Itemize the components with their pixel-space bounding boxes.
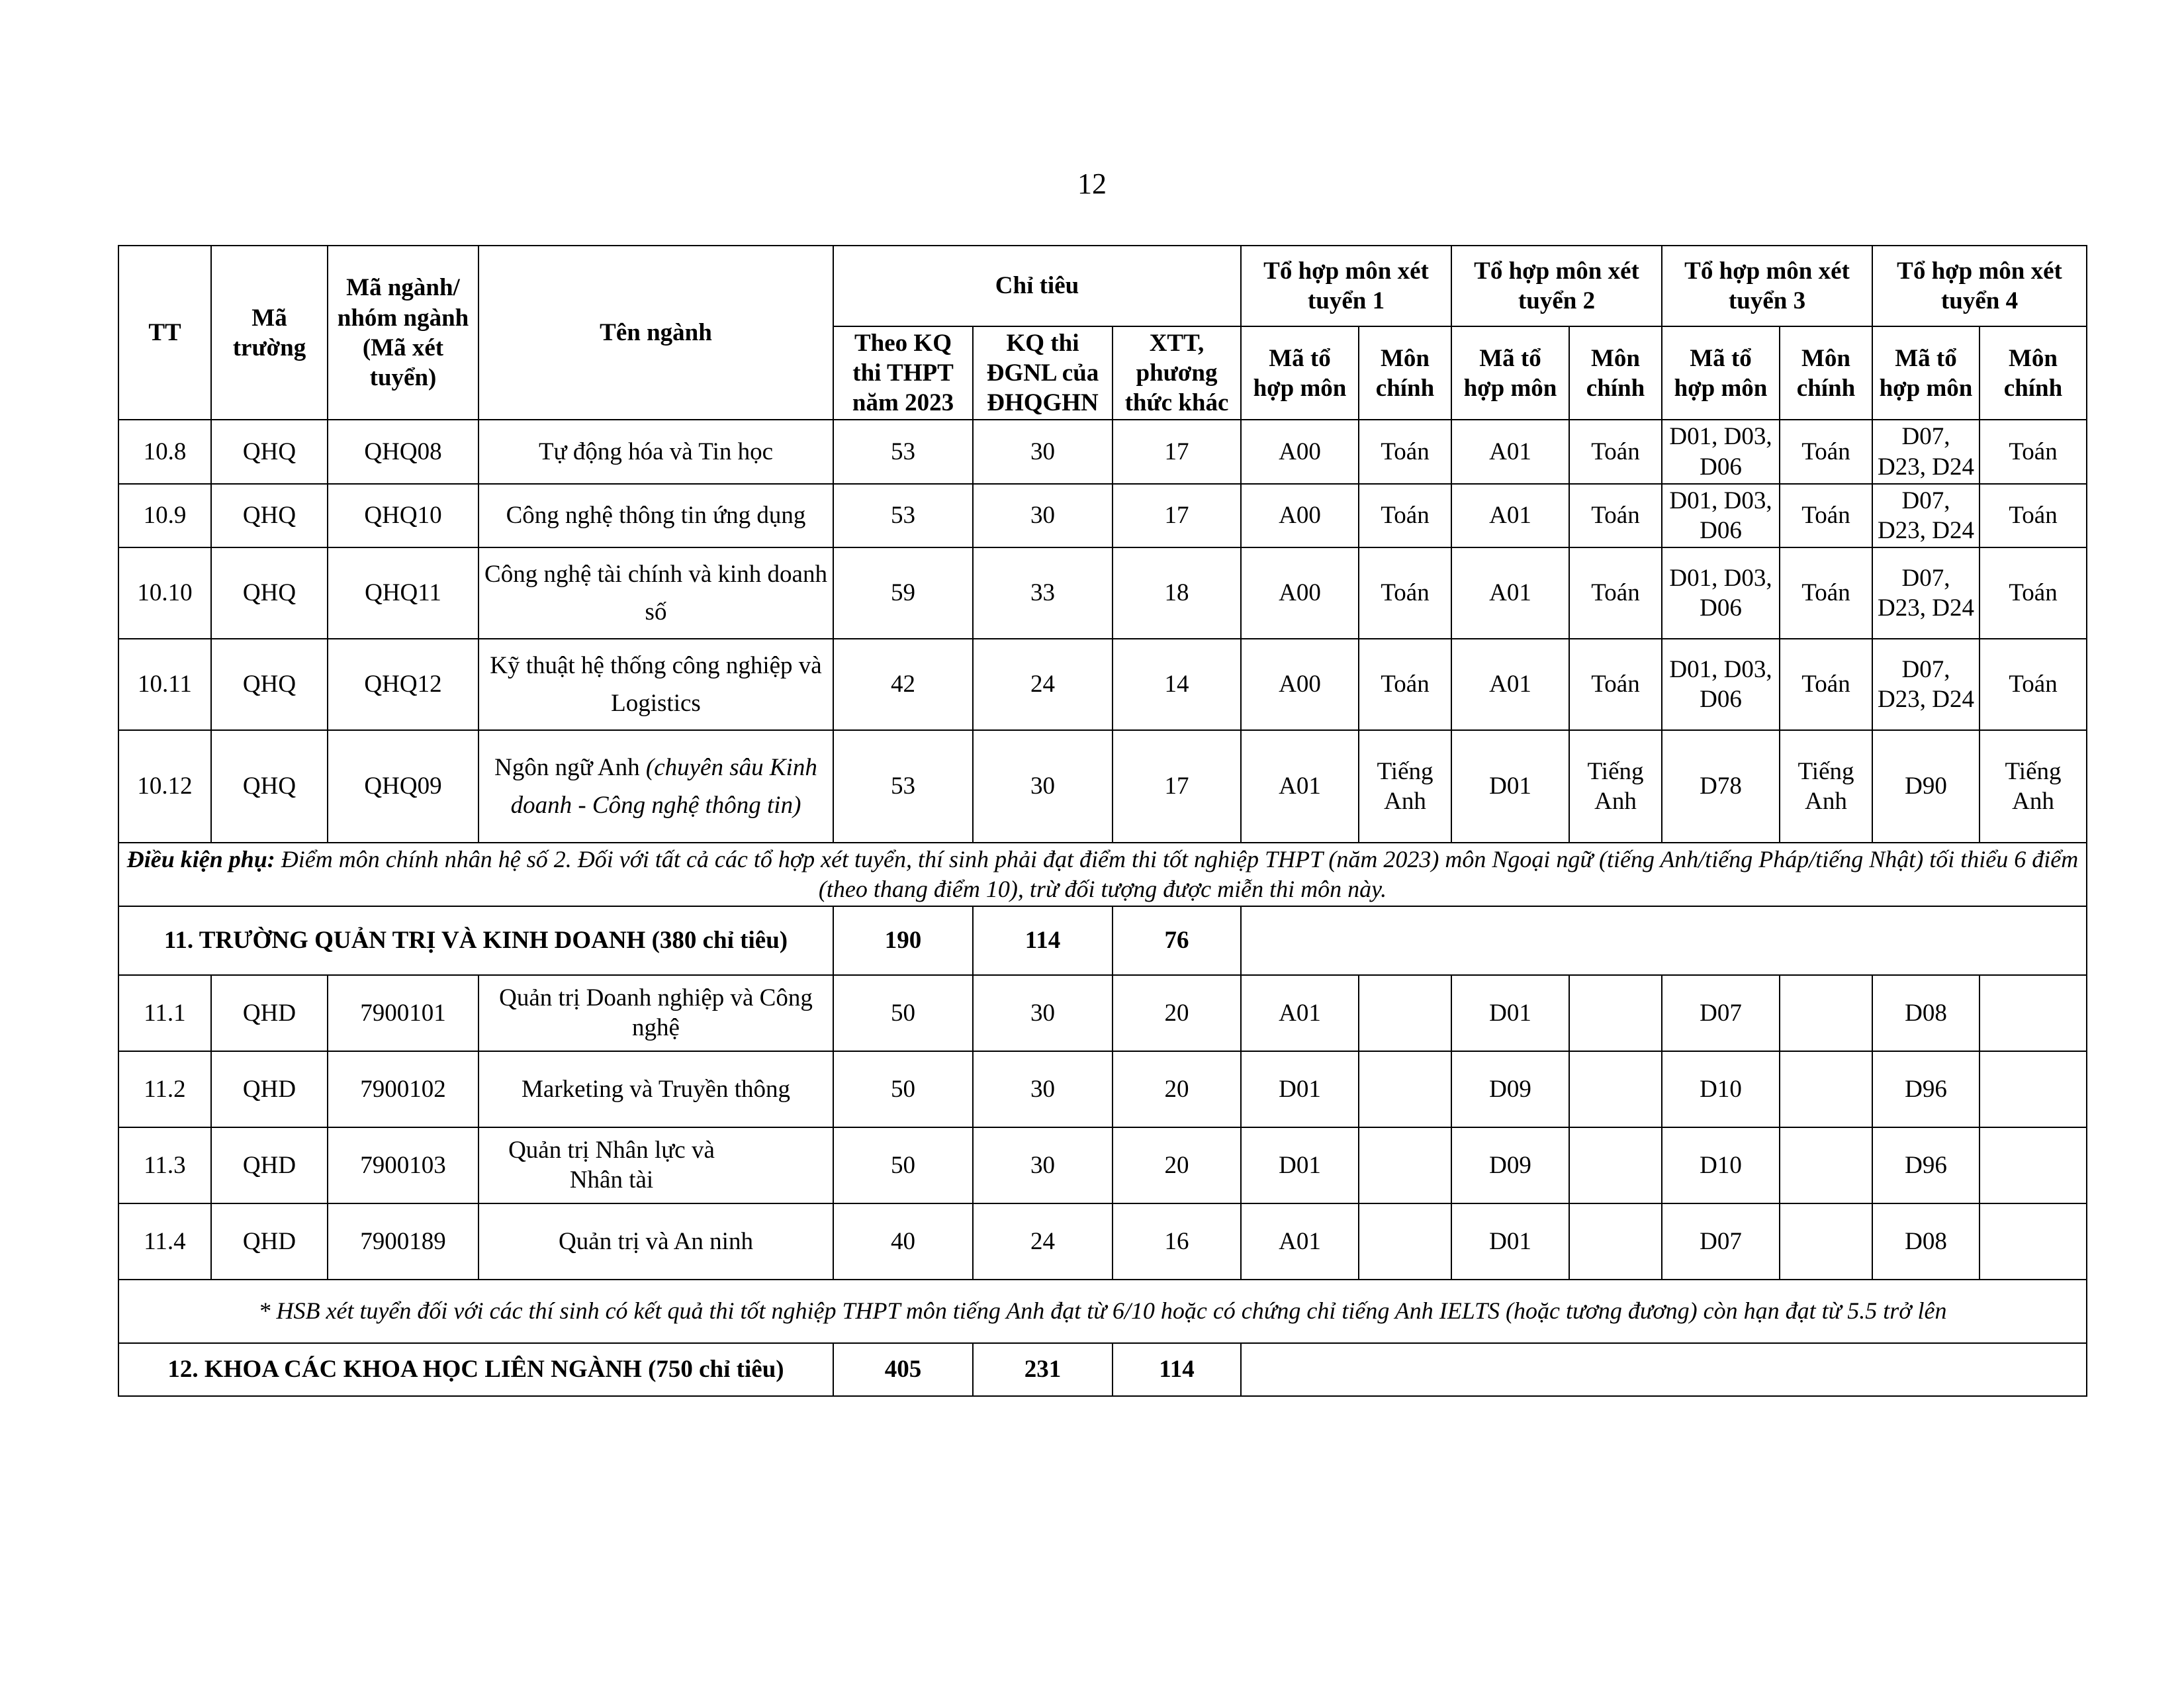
cell-tt: 11.3: [118, 1127, 211, 1203]
cell-to-hop-3: D78: [1662, 730, 1780, 843]
table-row: [118, 730, 2087, 843]
table-row: [118, 547, 2087, 639]
cell-tt: 10.10: [118, 547, 211, 639]
cell-to-hop-4: D08: [1872, 1203, 1979, 1280]
cell-ma-truong: QHQ: [211, 639, 328, 730]
cell-mon-chinh-2: Toán: [1569, 547, 1662, 639]
cell-mon-chinh-4: [1979, 1127, 2087, 1203]
header-chi-tieu: Chỉ tiêu: [833, 246, 1241, 326]
header-ma-to-hop: Mã tổ hợp môn: [1241, 326, 1359, 420]
table-row: [118, 484, 2087, 547]
cell-mon-chinh-4: [1979, 1203, 2087, 1280]
header-mon-chinh: Môn chính: [1780, 326, 1872, 420]
section-row: [118, 906, 2087, 975]
cell-mon-chinh-4: [1979, 975, 2087, 1051]
cell-thpt: 50: [833, 1051, 973, 1127]
cell-xtt: 14: [1113, 639, 1241, 730]
cell-tt: 11.4: [118, 1203, 211, 1280]
cell-ma-nganh: QHQ10: [328, 484, 478, 547]
header-mon-chinh: Môn chính: [1569, 326, 1662, 420]
table-row: [118, 420, 2087, 483]
note-label: Điều kiện phụ:: [126, 845, 275, 872]
cell-mon-chinh-3: Tiếng Anh: [1780, 730, 1872, 843]
section-11-thpt: 190: [833, 906, 973, 975]
header-to-hop-3: Tổ hợp môn xét tuyển 3: [1662, 246, 1872, 326]
cell-to-hop-1: A01: [1241, 730, 1359, 843]
cell-ten-nganh: Marketing và Truyền thông: [478, 1051, 833, 1127]
cell-thpt: 40: [833, 1203, 973, 1280]
cell-mon-chinh-4: Toán: [1979, 547, 2087, 639]
cell-xtt: 17: [1113, 730, 1241, 843]
cell-ten-nganh: Quản trị Nhân lực và Nhân tài: [478, 1127, 833, 1203]
header-to-hop-2: Tổ hợp môn xét tuyển 2: [1451, 246, 1662, 326]
cell-mon-chinh-2: Toán: [1569, 639, 1662, 730]
cell-xtt: 17: [1113, 484, 1241, 547]
cell-tt: 11.1: [118, 975, 211, 1051]
cell-to-hop-3: D01, D03, D06: [1662, 547, 1780, 639]
cell-dgnl: 30: [973, 730, 1113, 843]
cell-ma-nganh: 7900101: [328, 975, 478, 1051]
cell-to-hop-4: D07, D23, D24: [1872, 639, 1979, 730]
cell-ma-truong: QHQ: [211, 547, 328, 639]
cell-mon-chinh-4: [1979, 1051, 2087, 1127]
note-row: [118, 1280, 2087, 1343]
cell-dgnl: 30: [973, 420, 1113, 483]
cell-dgnl: 30: [973, 975, 1113, 1051]
header-to-hop-1: Tổ hợp môn xét tuyển 1: [1241, 246, 1451, 326]
cell-ma-truong: QHQ: [211, 420, 328, 483]
cell-mon-chinh-3: [1780, 975, 1872, 1051]
header-to-hop-4: Tổ hợp môn xét tuyển 4: [1872, 246, 2087, 326]
header-tt: TT: [118, 246, 211, 420]
cell-mon-chinh-3: Toán: [1780, 547, 1872, 639]
section-12-xtt: 114: [1113, 1343, 1241, 1396]
header-ma-to-hop: Mã tổ hợp môn: [1872, 326, 1979, 420]
cell-ma-truong: QHQ: [211, 484, 328, 547]
cell-ten-nganh: Công nghệ tài chính và kinh doanh số: [478, 547, 833, 639]
cell-to-hop-1: D01: [1241, 1127, 1359, 1203]
section-12-thpt: 405: [833, 1343, 973, 1396]
header-ma-nganh: Mã ngành/ nhóm ngành (Mã xét tuyển): [328, 246, 478, 420]
cell-mon-chinh-1: Toán: [1359, 484, 1451, 547]
cell-mon-chinh-1: Toán: [1359, 547, 1451, 639]
cell-to-hop-4: D07, D23, D24: [1872, 484, 1979, 547]
cell-to-hop-1: A00: [1241, 639, 1359, 730]
cell-ma-nganh: QHQ12: [328, 639, 478, 730]
note-hsb: * HSB xét tuyển đối với các thí sinh có kết quả thi tốt nghiệp THPT môn tiếng Anh đạt từ 6/10 hoặc có chứng chỉ tiếng Anh IELTS (hoặc tương đương) còn hạn đạt từ 5.5 trở lên: [118, 1280, 2087, 1343]
ten-nganh-text: Ngôn ngữ Anh: [494, 753, 646, 781]
cell-thpt: 50: [833, 975, 973, 1051]
header-ma-to-hop: Mã tổ hợp môn: [1451, 326, 1569, 420]
cell-ten-nganh: Quản trị Doanh nghiệp và Công nghệ: [478, 975, 833, 1051]
cell-to-hop-3: D01, D03, D06: [1662, 639, 1780, 730]
cell-ma-truong: QHQ: [211, 730, 328, 843]
header-ten-nganh: Tên ngành: [478, 246, 833, 420]
cell-thpt: 53: [833, 484, 973, 547]
cell-to-hop-2: A01: [1451, 639, 1569, 730]
cell-mon-chinh-1: [1359, 975, 1451, 1051]
cell-to-hop-1: A01: [1241, 975, 1359, 1051]
cell-ma-nganh: QHQ11: [328, 547, 478, 639]
cell-mon-chinh-2: [1569, 1051, 1662, 1127]
table-row: [118, 1127, 2087, 1203]
cell-to-hop-1: A00: [1241, 420, 1359, 483]
cell-mon-chinh-3: Toán: [1780, 484, 1872, 547]
cell-xtt: 17: [1113, 420, 1241, 483]
cell-tt: 10.8: [118, 420, 211, 483]
cell-ten-nganh: [478, 730, 833, 843]
cell-to-hop-4: D96: [1872, 1127, 1979, 1203]
table-row: [118, 1203, 2087, 1280]
cell-to-hop-2: A01: [1451, 420, 1569, 483]
cell-ten-nganh: Quản trị và An ninh: [478, 1203, 833, 1280]
cell-to-hop-4: D08: [1872, 975, 1979, 1051]
cell-to-hop-3: D10: [1662, 1127, 1780, 1203]
section-row: [118, 1343, 2087, 1396]
cell-ten-nganh: Công nghệ thông tin ứng dụng: [478, 484, 833, 547]
cell-mon-chinh-2: [1569, 1203, 1662, 1280]
cell-mon-chinh-3: [1780, 1127, 1872, 1203]
cell-mon-chinh-3: Toán: [1780, 639, 1872, 730]
cell-to-hop-2: A01: [1451, 484, 1569, 547]
header-kq-dgnl: KQ thi ĐGNL của ĐHQGHN: [973, 326, 1113, 420]
note-text: Điểm môn chính nhân hệ số 2. Đối với tất cả các tổ hợp xét tuyển, thí sinh phải đạt điểm thi tốt nghiệp THPT (năm 2023) môn Ngoại ngữ (tiếng Anh/tiếng Pháp/tiếng Nhật) tối thiểu 6 điểm (theo thang điểm 10), trừ đối tượng được miễn thi môn này.: [275, 845, 2079, 902]
cell-mon-chinh-2: Tiếng Anh: [1569, 730, 1662, 843]
header-mon-chinh: Môn chính: [1359, 326, 1451, 420]
cell-mon-chinh-2: [1569, 1127, 1662, 1203]
cell-to-hop-3: D07: [1662, 975, 1780, 1051]
cell-ma-nganh: QHQ08: [328, 420, 478, 483]
cell-to-hop-2: D01: [1451, 975, 1569, 1051]
cell-mon-chinh-4: Toán: [1979, 639, 2087, 730]
cell-ma-nganh: 7900102: [328, 1051, 478, 1127]
cell-to-hop-2: D01: [1451, 1203, 1569, 1280]
section-12-dgnl: 231: [973, 1343, 1113, 1396]
cell-to-hop-1: A00: [1241, 547, 1359, 639]
cell-mon-chinh-2: Toán: [1569, 484, 1662, 547]
cell-ma-nganh: QHQ09: [328, 730, 478, 843]
section-11-title: 11. TRƯỜNG QUẢN TRỊ VÀ KINH DOANH (380 chỉ tiêu): [118, 906, 833, 975]
cell-thpt: 59: [833, 547, 973, 639]
cell-ten-nganh: Kỹ thuật hệ thống công nghiệp và Logistics: [478, 639, 833, 730]
cell-ma-truong: QHD: [211, 1051, 328, 1127]
admissions-table: [118, 245, 2087, 1397]
cell-tt: 10.12: [118, 730, 211, 843]
header-theo-kq-thpt: Theo KQ thi THPT năm 2023: [833, 326, 973, 420]
cell-to-hop-4: D07, D23, D24: [1872, 420, 1979, 483]
cell-tt: 10.11: [118, 639, 211, 730]
cell-mon-chinh-4: Toán: [1979, 484, 2087, 547]
cell-thpt: 53: [833, 420, 973, 483]
cell-to-hop-2: D01: [1451, 730, 1569, 843]
cell-mon-chinh-2: Toán: [1569, 420, 1662, 483]
cell-to-hop-3: D01, D03, D06: [1662, 484, 1780, 547]
cell-dgnl: 24: [973, 1203, 1113, 1280]
cell-to-hop-3: D10: [1662, 1051, 1780, 1127]
section-11-xtt: 76: [1113, 906, 1241, 975]
cell-mon-chinh-1: Toán: [1359, 420, 1451, 483]
table-row: [118, 1051, 2087, 1127]
cell-ma-nganh: 7900189: [328, 1203, 478, 1280]
cell-to-hop-4: D90: [1872, 730, 1979, 843]
cell-xtt: 16: [1113, 1203, 1241, 1280]
cell-thpt: 50: [833, 1127, 973, 1203]
header-ma-to-hop: Mã tổ hợp môn: [1662, 326, 1780, 420]
header-mon-chinh: Môn chính: [1979, 326, 2087, 420]
table-row: [118, 639, 2087, 730]
cell-mon-chinh-1: Tiếng Anh: [1359, 730, 1451, 843]
cell-to-hop-2: D09: [1451, 1051, 1569, 1127]
ten-nganh-detail: (chuyên sâu Kinh doanh - Công nghệ thông tin): [510, 753, 817, 819]
page-number: 12: [1077, 167, 1107, 200]
cell-to-hop-1: A00: [1241, 484, 1359, 547]
cell-xtt: 20: [1113, 1051, 1241, 1127]
cell-xtt: 20: [1113, 975, 1241, 1051]
cell-to-hop-3: D07: [1662, 1203, 1780, 1280]
section-11-dgnl: 114: [973, 906, 1113, 975]
cell-mon-chinh-4: Toán: [1979, 420, 2087, 483]
cell-xtt: 20: [1113, 1127, 1241, 1203]
cell-dgnl: 24: [973, 639, 1113, 730]
cell-thpt: 53: [833, 730, 973, 843]
cell-mon-chinh-3: [1780, 1051, 1872, 1127]
cell-mon-chinh-1: [1359, 1051, 1451, 1127]
cell-ten-nganh: Tự động hóa và Tin học: [478, 420, 833, 483]
cell-to-hop-1: D01: [1241, 1051, 1359, 1127]
cell-to-hop-2: A01: [1451, 547, 1569, 639]
cell-thpt: 42: [833, 639, 973, 730]
section-12-empty: [1241, 1343, 2087, 1396]
cell-to-hop-4: D07, D23, D24: [1872, 547, 1979, 639]
cell-ma-truong: QHD: [211, 975, 328, 1051]
cell-ma-truong: QHD: [211, 1203, 328, 1280]
note-dieu-kien-phu: [118, 843, 2087, 906]
cell-to-hop-3: D01, D03, D06: [1662, 420, 1780, 483]
cell-dgnl: 30: [973, 484, 1113, 547]
cell-dgnl: 30: [973, 1051, 1113, 1127]
section-11-empty: [1241, 906, 2087, 975]
note-row: [118, 843, 2087, 906]
cell-mon-chinh-3: Toán: [1780, 420, 1872, 483]
header-xtt: XTT, phương thức khác: [1113, 326, 1241, 420]
cell-ma-truong: QHD: [211, 1127, 328, 1203]
cell-to-hop-4: D96: [1872, 1051, 1979, 1127]
cell-mon-chinh-1: [1359, 1127, 1451, 1203]
cell-tt: 11.2: [118, 1051, 211, 1127]
cell-mon-chinh-2: [1569, 975, 1662, 1051]
header-row-1: [118, 246, 2087, 326]
section-12-title: 12. KHOA CÁC KHOA HỌC LIÊN NGÀNH (750 chỉ tiêu): [118, 1343, 833, 1396]
cell-dgnl: 33: [973, 547, 1113, 639]
cell-mon-chinh-4: Tiếng Anh: [1979, 730, 2087, 843]
header-ma-truong: Mã trường: [211, 246, 328, 420]
cell-to-hop-1: A01: [1241, 1203, 1359, 1280]
cell-to-hop-2: D09: [1451, 1127, 1569, 1203]
cell-mon-chinh-1: Toán: [1359, 639, 1451, 730]
cell-dgnl: 30: [973, 1127, 1113, 1203]
cell-ma-nganh: 7900103: [328, 1127, 478, 1203]
table-row: [118, 975, 2087, 1051]
cell-xtt: 18: [1113, 547, 1241, 639]
cell-mon-chinh-1: [1359, 1203, 1451, 1280]
cell-tt: 10.9: [118, 484, 211, 547]
cell-mon-chinh-3: [1780, 1203, 1872, 1280]
